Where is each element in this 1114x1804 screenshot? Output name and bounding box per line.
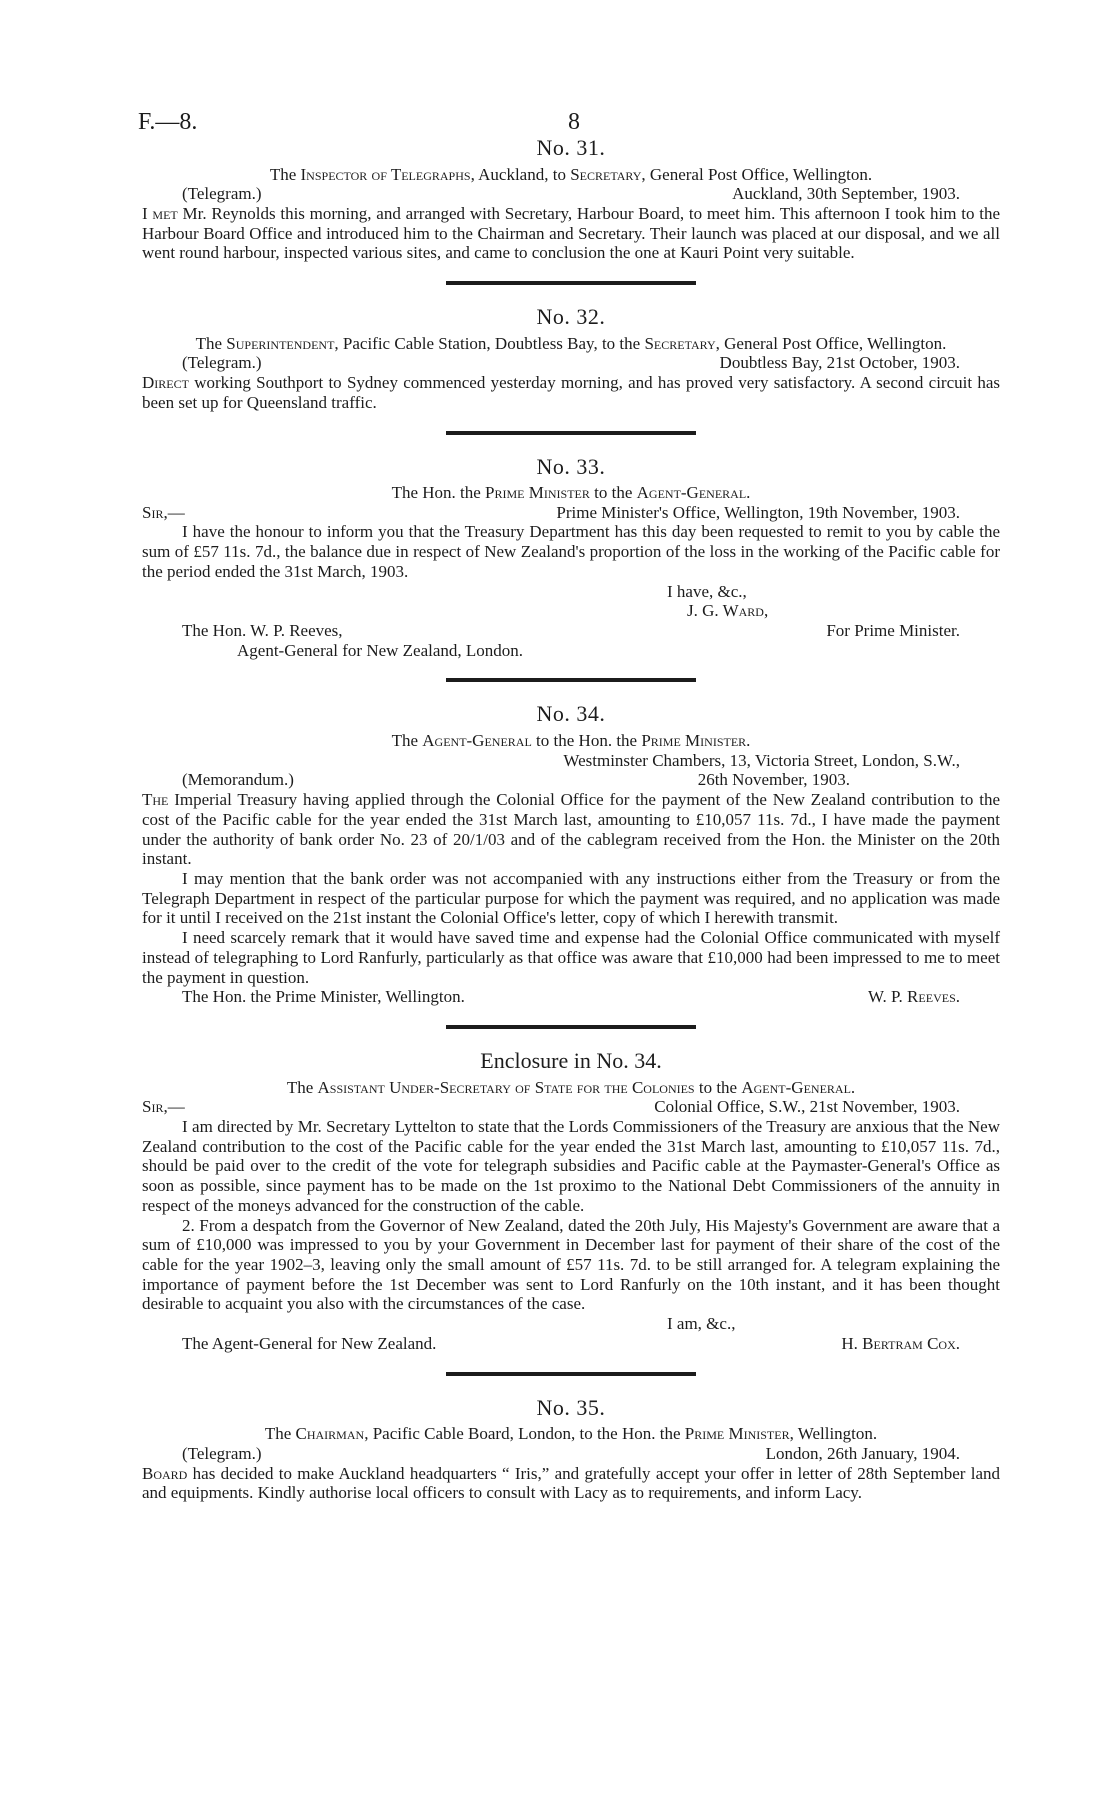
telegram-line <box>142 1444 1000 1464</box>
item-number: No. 35. <box>536 1394 606 1420</box>
page-number: 8 <box>568 109 580 135</box>
closing: I have, &c., <box>667 581 747 601</box>
addressee-line <box>142 987 1000 1007</box>
signature: J. G. Ward, <box>687 601 769 621</box>
item-no-35 <box>142 1395 1000 1503</box>
item-heading: The Assistant Under-Secretary of State for the Colonies to the Agent-General. <box>286 1077 856 1097</box>
section-rule <box>446 431 696 435</box>
enclosure-heading: Enclosure in No. 34. <box>480 1048 662 1074</box>
item-number: No. 31. <box>536 135 606 160</box>
signatory-title: For Prime Minister. <box>826 621 960 641</box>
signature: W. P. Reeves. <box>868 987 960 1007</box>
telegram-line <box>142 353 1000 373</box>
salutation: Sir,— <box>142 1097 185 1117</box>
section-rule <box>446 1372 696 1376</box>
letter-paragraph-1: I am directed by Mr. Secretary Lyttelton to state that the Lords Commissioners of the Treasury are anxious that the New Zealand contribution to the cost of the Pacific cable for the year ended the 31st March last, amounting to £10,057 11s. 7d., should be paid over to the credit of the vote for telegraph subsidies and Pacific cable at the Paymaster-General's Office as soon as possible, since payment has to be made on the 1st proximo to the National Debt Commissioners of the annuity in respect of the moneys advanced for the construction of the cable. <box>142 1117 1000 1215</box>
message-type: (Telegram.) <box>182 184 262 204</box>
message-type: (Memorandum.) <box>182 770 294 790</box>
salutation: Sir,— <box>142 502 185 522</box>
item-no-34 <box>142 701 1000 1007</box>
item-no-32 <box>142 304 1000 412</box>
salutation-line <box>142 1097 1000 1117</box>
addressee: The Hon. W. P. Reeves, <box>182 621 343 641</box>
section-rule <box>446 1025 696 1029</box>
addressee-line <box>142 1334 1000 1354</box>
message-body: Direct working Southport to Sydney commenced yesterday morning, and has proved very satisfactory. A second circuit has been set up for Queensland traffic. <box>142 373 1000 412</box>
enclosure-no-34 <box>142 1048 1000 1354</box>
memo-paragraph-1: The Imperial Treasury having applied through the Colonial Office for the payment of the New Zealand contribution to the cost of the Pacific cable for the year ended the 31st March last, amounting to £10,057 11s. 7d., I have made the payment under the authority of bank order No. 23 of 20/1/03 and of the cablegram received from the Hon. the Minister on the 20th instant. <box>142 790 1000 869</box>
item-no-31 <box>142 135 1000 263</box>
letter-paragraph-2: 2. From a despatch from the Governor of New Zealand, dated the 20th July, His Majesty's Government are aware that a sum of £10,000 was impressed to you by your Government in December last for payment of their share of the cost of the cable for the year 1902–3, leaving only the small amount of £57 11s. 7d. to be still arranged for. A telegram explaining the importance of payment before the 1st December was sent to Lord Ranfurly on the 10th instant, and it has been thought desirable to acquaint you also with the circumstances of the case. <box>142 1215 1000 1314</box>
sender-address: Westminster Chambers, 13, Victoria Street, London, S.W., <box>563 750 960 770</box>
section-rule <box>446 281 696 285</box>
item-heading: The Inspector of Telegraphs, Auckland, to Secretary, General Post Office, Wellington. <box>269 164 873 184</box>
salutation-line <box>142 503 1000 523</box>
place-date: Auckland, 30th September, 1903. <box>732 184 960 204</box>
document-page <box>138 105 1001 1503</box>
addressee: The Hon. the Prime Minister, Wellington. <box>182 987 465 1007</box>
message-body: Board has decided to make Auckland headquarters “ Iris,” and gratefully accept your offer in letter of 28th September land and equipments. Kindly authorise local officers to consult with Lacy as to requirements, and inform Lacy. <box>142 1463 1000 1503</box>
place-date: Colonial Office, S.W., 21st November, 1903. <box>654 1097 960 1117</box>
item-no-33 <box>142 454 1000 661</box>
item-heading: The Superintendent, Pacific Cable Station, Doubtless Bay, to the Secretary, General Post Office, Wellington. <box>195 333 947 353</box>
memo-paragraph-2: I may mention that the bank order was not accompanied with any instructions either from the Treasury or from the Telegraph Department in respect of the particular purpose for which the payment was required, and no application was made for it until I received on the 21st instant the Colonial Office's letter, copy of which I herewith transmit. <box>142 869 1000 928</box>
section-rule <box>446 678 696 682</box>
item-heading: The Hon. the Prime Minister to the Agent-General. <box>391 483 751 503</box>
message-type: (Telegram.) <box>182 1443 262 1463</box>
closing: I am, &c., <box>667 1314 736 1334</box>
message-type: (Telegram.) <box>182 353 262 373</box>
message-body: I met Mr. Reynolds this morning, and arranged with Secretary, Harbour Board, to meet him. This afternoon I took him to the Harbour Board Office and introduced him to the Chairman and Secretary. Their launch was placed at our disposal, and we all went round harbour, inspected various sites, and came to conclusion the one at Kauri Point very suitable. <box>142 203 1001 263</box>
paper-reference: F.—8. <box>138 109 198 135</box>
telegram-line <box>142 184 1000 204</box>
item-heading: The Chairman, Pacific Cable Board, London, to the Hon. the Prime Minister, Wellington. <box>264 1424 878 1444</box>
memorandum-line <box>142 770 1000 790</box>
place-date: Prime Minister's Office, Wellington, 19th November, 1903. <box>556 502 960 522</box>
memo-paragraph-3: I need scarcely remark that it would have saved time and expense had the Colonial Office communicated with myself instead of telegraphing to Lord Ranfurly, particularly as that office was aware that £10,000 had been impressed to me to meet the payment in question. <box>142 928 1000 987</box>
addressee: The Agent-General for New Zealand. <box>182 1333 437 1353</box>
item-number: No. 33. <box>536 453 606 479</box>
place-date: London, 26th January, 1904. <box>765 1443 960 1463</box>
letter-body: I have the honour to inform you that the Treasury Department has this day been requested to remit to you by cable the sum of £57 11s. 7d., the balance due in respect of New Zealand's proportion of the loss in the working of the Pacific cable for the period ended the 31st March, 1903. <box>142 522 1000 581</box>
item-heading: The Agent-General to the Hon. the Prime Minister. <box>391 731 751 750</box>
addressee-line <box>142 621 1000 641</box>
place-date: Doubtless Bay, 21st October, 1903. <box>719 353 960 373</box>
addressee-location: Agent-General for New Zealand, London. <box>237 640 524 660</box>
date: 26th November, 1903. <box>697 770 850 790</box>
signature: H. Bertram Cox. <box>841 1333 960 1353</box>
item-number: No. 34. <box>536 701 606 727</box>
item-number: No. 32. <box>536 304 606 330</box>
running-header <box>138 105 1000 135</box>
